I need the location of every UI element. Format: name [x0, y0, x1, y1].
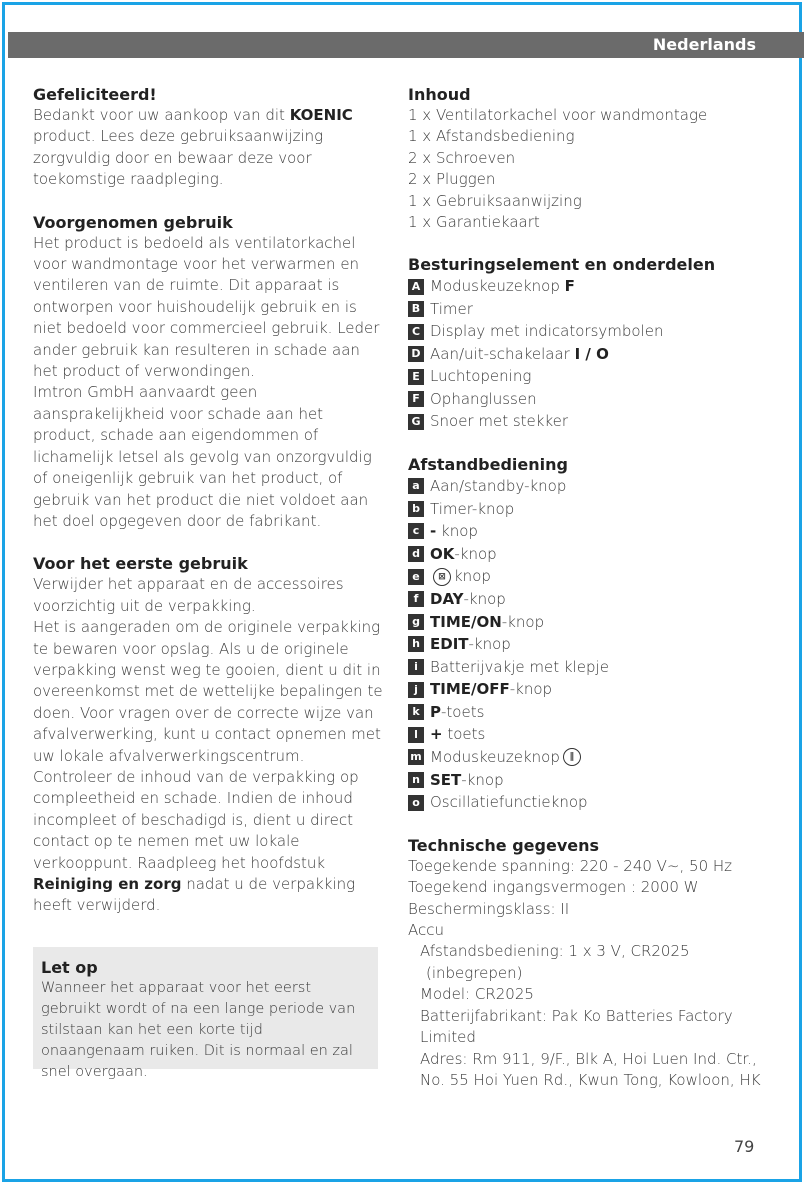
- remote-badge: h: [408, 636, 424, 652]
- intended-use-p1: Het product is bedoeld als ventilatorkachel voor wandmontage voor het verwarmen en ventileren van de ruimte. Dit apparaat is ontworpen voor huishoudelijk gebruik en is niet bedoeld voor commercieel gebruik. Leder ander gebruik kan resulteren in schade aan het product of verwondingen.: [33, 233, 380, 381]
- remote-badge: o: [408, 795, 424, 811]
- congrats-text: Bedankt voor uw aankoop van dit KOENIC product. Lees deze gebruiksaanwijzing zorgvuldig door en bewaar deze voor toekomstige raadpleging.: [33, 106, 353, 189]
- first-use-title: Voor het eerste gebruik: [33, 554, 248, 574]
- part-badge: C: [408, 324, 424, 340]
- remote-label: Aan/standby-knop: [430, 476, 567, 495]
- part-badge: A: [408, 279, 424, 295]
- remote-badge: g: [408, 614, 424, 630]
- remote-badge: a: [408, 478, 424, 494]
- note-box: [33, 947, 378, 1080]
- remote-badge: l: [408, 727, 424, 743]
- specs-section: [408, 835, 768, 1091]
- remote-label: -knop: [468, 635, 511, 654]
- remote-label-bold: +: [430, 725, 443, 744]
- contents-item: 2 x Pluggen: [408, 170, 496, 189]
- remote-item: [408, 611, 768, 634]
- part-label: Luchtopening: [430, 367, 532, 386]
- first-use-p2: Het is aangeraden om de originele verpakking te bewaren voor opslag. Als u de originele verpakking wenst weg te gooien, dient u dit in overeenkomst met de wettelijke bepalingen te doen. Voor vragen over de correcte wijze van afvalverwerking, kunt u contact opnemen met uw lokale afvalverwerkingscentrum.: [33, 618, 383, 765]
- remote-label-bold: DAY: [430, 589, 464, 608]
- contents-item: 1 x Ventilatorkachel voor wandmontage: [408, 106, 708, 124]
- remote-badge: f: [408, 591, 424, 607]
- fan-mode-icon: ∥: [563, 748, 581, 766]
- spec-voltage: Toegekende spanning: 220 - 240 V~, 50 Hz: [408, 856, 733, 875]
- remote-item: [408, 656, 768, 679]
- remote-item: [408, 723, 768, 746]
- language-header: Nederlands: [8, 32, 804, 58]
- part-label: Ophanglussen: [430, 389, 537, 408]
- remote-list: [408, 475, 768, 814]
- parts-item: [408, 410, 768, 433]
- remote-item: [408, 565, 768, 588]
- contents-item: 1 x Gebruiksaanwijzing: [408, 191, 582, 210]
- remote-label-bold: EDIT: [430, 635, 469, 654]
- spec-limited: Limited: [420, 1028, 476, 1047]
- part-label: Display met indicatorsymbolen: [430, 322, 664, 341]
- spec-included: (inbegrepen): [426, 963, 523, 982]
- first-use-section: [33, 553, 383, 917]
- remote-item: [408, 633, 768, 656]
- remote-badge: d: [408, 546, 424, 562]
- parts-item: [408, 388, 768, 411]
- spec-address2: No. 55 Hoi Yuen Rd., Kwun Tong, Kowloon, HK: [420, 1070, 761, 1089]
- remote-item: [408, 520, 768, 543]
- remote-badge: m: [408, 749, 424, 765]
- spec-model: Model: CR2025: [420, 985, 534, 1004]
- remote-label-bold: OK: [430, 544, 455, 563]
- remote-label: knop: [454, 567, 491, 586]
- remote-label: Batterijvakje met klepje: [430, 657, 609, 676]
- remote-item: [408, 543, 768, 566]
- remote-label-bold: TIME/ON: [430, 612, 502, 631]
- first-use-p3: Controleer de inhoud van de verpakking op compleetheid en schade. Indien de inhoud incompleet of beschadigd is, dient u direct contact op te nemen met uw lokale verkooppunt. Raadpleeg het hoofdstuk Reiniging en zorg nadat u de verpakking heeft verwijderd.: [33, 767, 359, 915]
- specs-title: Technische gegevens: [408, 835, 600, 855]
- remote-item: [408, 678, 768, 701]
- left-column: [33, 84, 383, 938]
- note-title: Let op: [41, 958, 98, 977]
- contents-title: Inhoud: [408, 85, 471, 104]
- spec-protection: Beschermingsklass: II: [408, 899, 570, 918]
- remote-badge: e: [408, 569, 424, 585]
- remote-badge: n: [408, 772, 424, 788]
- remote-badge: b: [408, 501, 424, 517]
- part-label: Aan/uit-schakelaar: [430, 344, 575, 363]
- remote-section: [408, 454, 768, 814]
- remote-item: [408, 701, 768, 724]
- part-badge: B: [408, 301, 424, 317]
- parts-item: [408, 320, 768, 343]
- remote-item: [408, 791, 768, 814]
- remote-label: -knop: [461, 770, 504, 789]
- remote-label-bold: SET: [430, 770, 462, 789]
- parts-item: [408, 298, 768, 321]
- part-badge: G: [408, 414, 424, 430]
- remote-label: Oscillatiefunctieknop: [430, 793, 588, 812]
- remote-badge: i: [408, 659, 424, 675]
- contents-item: 2 x Schroeven: [408, 148, 516, 167]
- remote-badge: c: [408, 523, 424, 539]
- remote-label: -knop: [463, 589, 506, 608]
- remote-item: [408, 588, 768, 611]
- intended-use-title: Voorgenomen gebruik: [33, 212, 233, 232]
- intended-use-p2: Imtron GmbH aanvaardt geen aansprakelijkheid voor schade aan het product, schade aan eigendommen of lichamelijk letsel als gevolg van onzorgvuldig of oneigenlijk gebruik van het product, of gebruik van het product die niet voldoet aan het doel opgegeven door de fabrikant.: [33, 383, 372, 530]
- congrats-title: Gefeliciteerd!: [33, 85, 157, 104]
- contents-item: 1 x Afstandsbediening: [408, 127, 575, 146]
- remote-label: -knop: [509, 680, 553, 699]
- right-column: [408, 84, 768, 1091]
- parts-item: [408, 275, 768, 298]
- remote-label: -toets: [441, 702, 485, 721]
- first-use-p1: Verwijder het apparaat en de accessoires voorzichtig uit de verpakking.: [33, 575, 344, 615]
- remote-label: toets: [442, 725, 486, 744]
- intended-use-section: [33, 212, 383, 533]
- remote-label: Timer-knop: [430, 499, 515, 518]
- congrats-section: [33, 84, 383, 191]
- parts-title: Besturingselement en onderdelen: [408, 255, 716, 275]
- part-label-bold: F: [564, 277, 575, 296]
- remote-label: knop: [436, 522, 478, 541]
- spec-accu: Accu: [408, 921, 444, 940]
- remote-item: [408, 746, 768, 769]
- spec-manufacturer: Batterijfabrikant: Pak Ko Batteries Factory: [420, 1006, 733, 1025]
- contents-section: [408, 84, 768, 233]
- part-badge: E: [408, 369, 424, 385]
- spec-address1: Adres: Rm 911, 9/F., Blk A, Hoi Luen Ind. Ctr.,: [420, 1049, 757, 1068]
- remote-badge: j: [408, 682, 424, 698]
- remote-item: [408, 475, 768, 498]
- parts-item: [408, 343, 768, 366]
- page-number: 79: [734, 1137, 755, 1156]
- part-label-bold: I / O: [574, 344, 609, 363]
- spec-power: Toegekend ingangsvermogen : 2000 W: [408, 878, 699, 897]
- part-label: Snoer met stekker: [430, 412, 569, 431]
- remote-label-bold: P: [430, 702, 441, 721]
- part-label: Timer: [430, 299, 473, 318]
- remote-title: Afstandbediening: [408, 454, 568, 474]
- spec-remote-battery: Afstandsbediening: 1 x 3 V, CR2025: [420, 942, 690, 961]
- part-label: Moduskeuzeknop: [430, 277, 565, 296]
- contents-list: [408, 105, 768, 233]
- parts-list: [408, 275, 768, 433]
- part-badge: F: [408, 391, 424, 407]
- part-badge: D: [408, 346, 424, 362]
- oscillation-icon: ⊠: [433, 568, 451, 586]
- remote-label: -knop: [454, 544, 497, 563]
- remote-label-bold: TIME/OFF: [430, 680, 510, 699]
- remote-item: [408, 498, 768, 521]
- parts-item: [408, 365, 768, 388]
- note-text: Wanneer het apparaat voor het eerst gebruikt wordt of na een lange periode van stilstaan kan het een korte tijd onaangenaam ruiken. Dit is normaal en zal snel overgaan.: [41, 980, 356, 1080]
- remote-badge: k: [408, 704, 424, 720]
- remote-item: [408, 769, 768, 792]
- remote-label: Moduskeuzeknop: [430, 748, 560, 767]
- remote-label: -knop: [501, 612, 545, 631]
- remote-label-bold: -: [430, 522, 437, 541]
- contents-item: 1 x Garantiekaart: [408, 213, 540, 232]
- parts-section: [408, 254, 768, 433]
